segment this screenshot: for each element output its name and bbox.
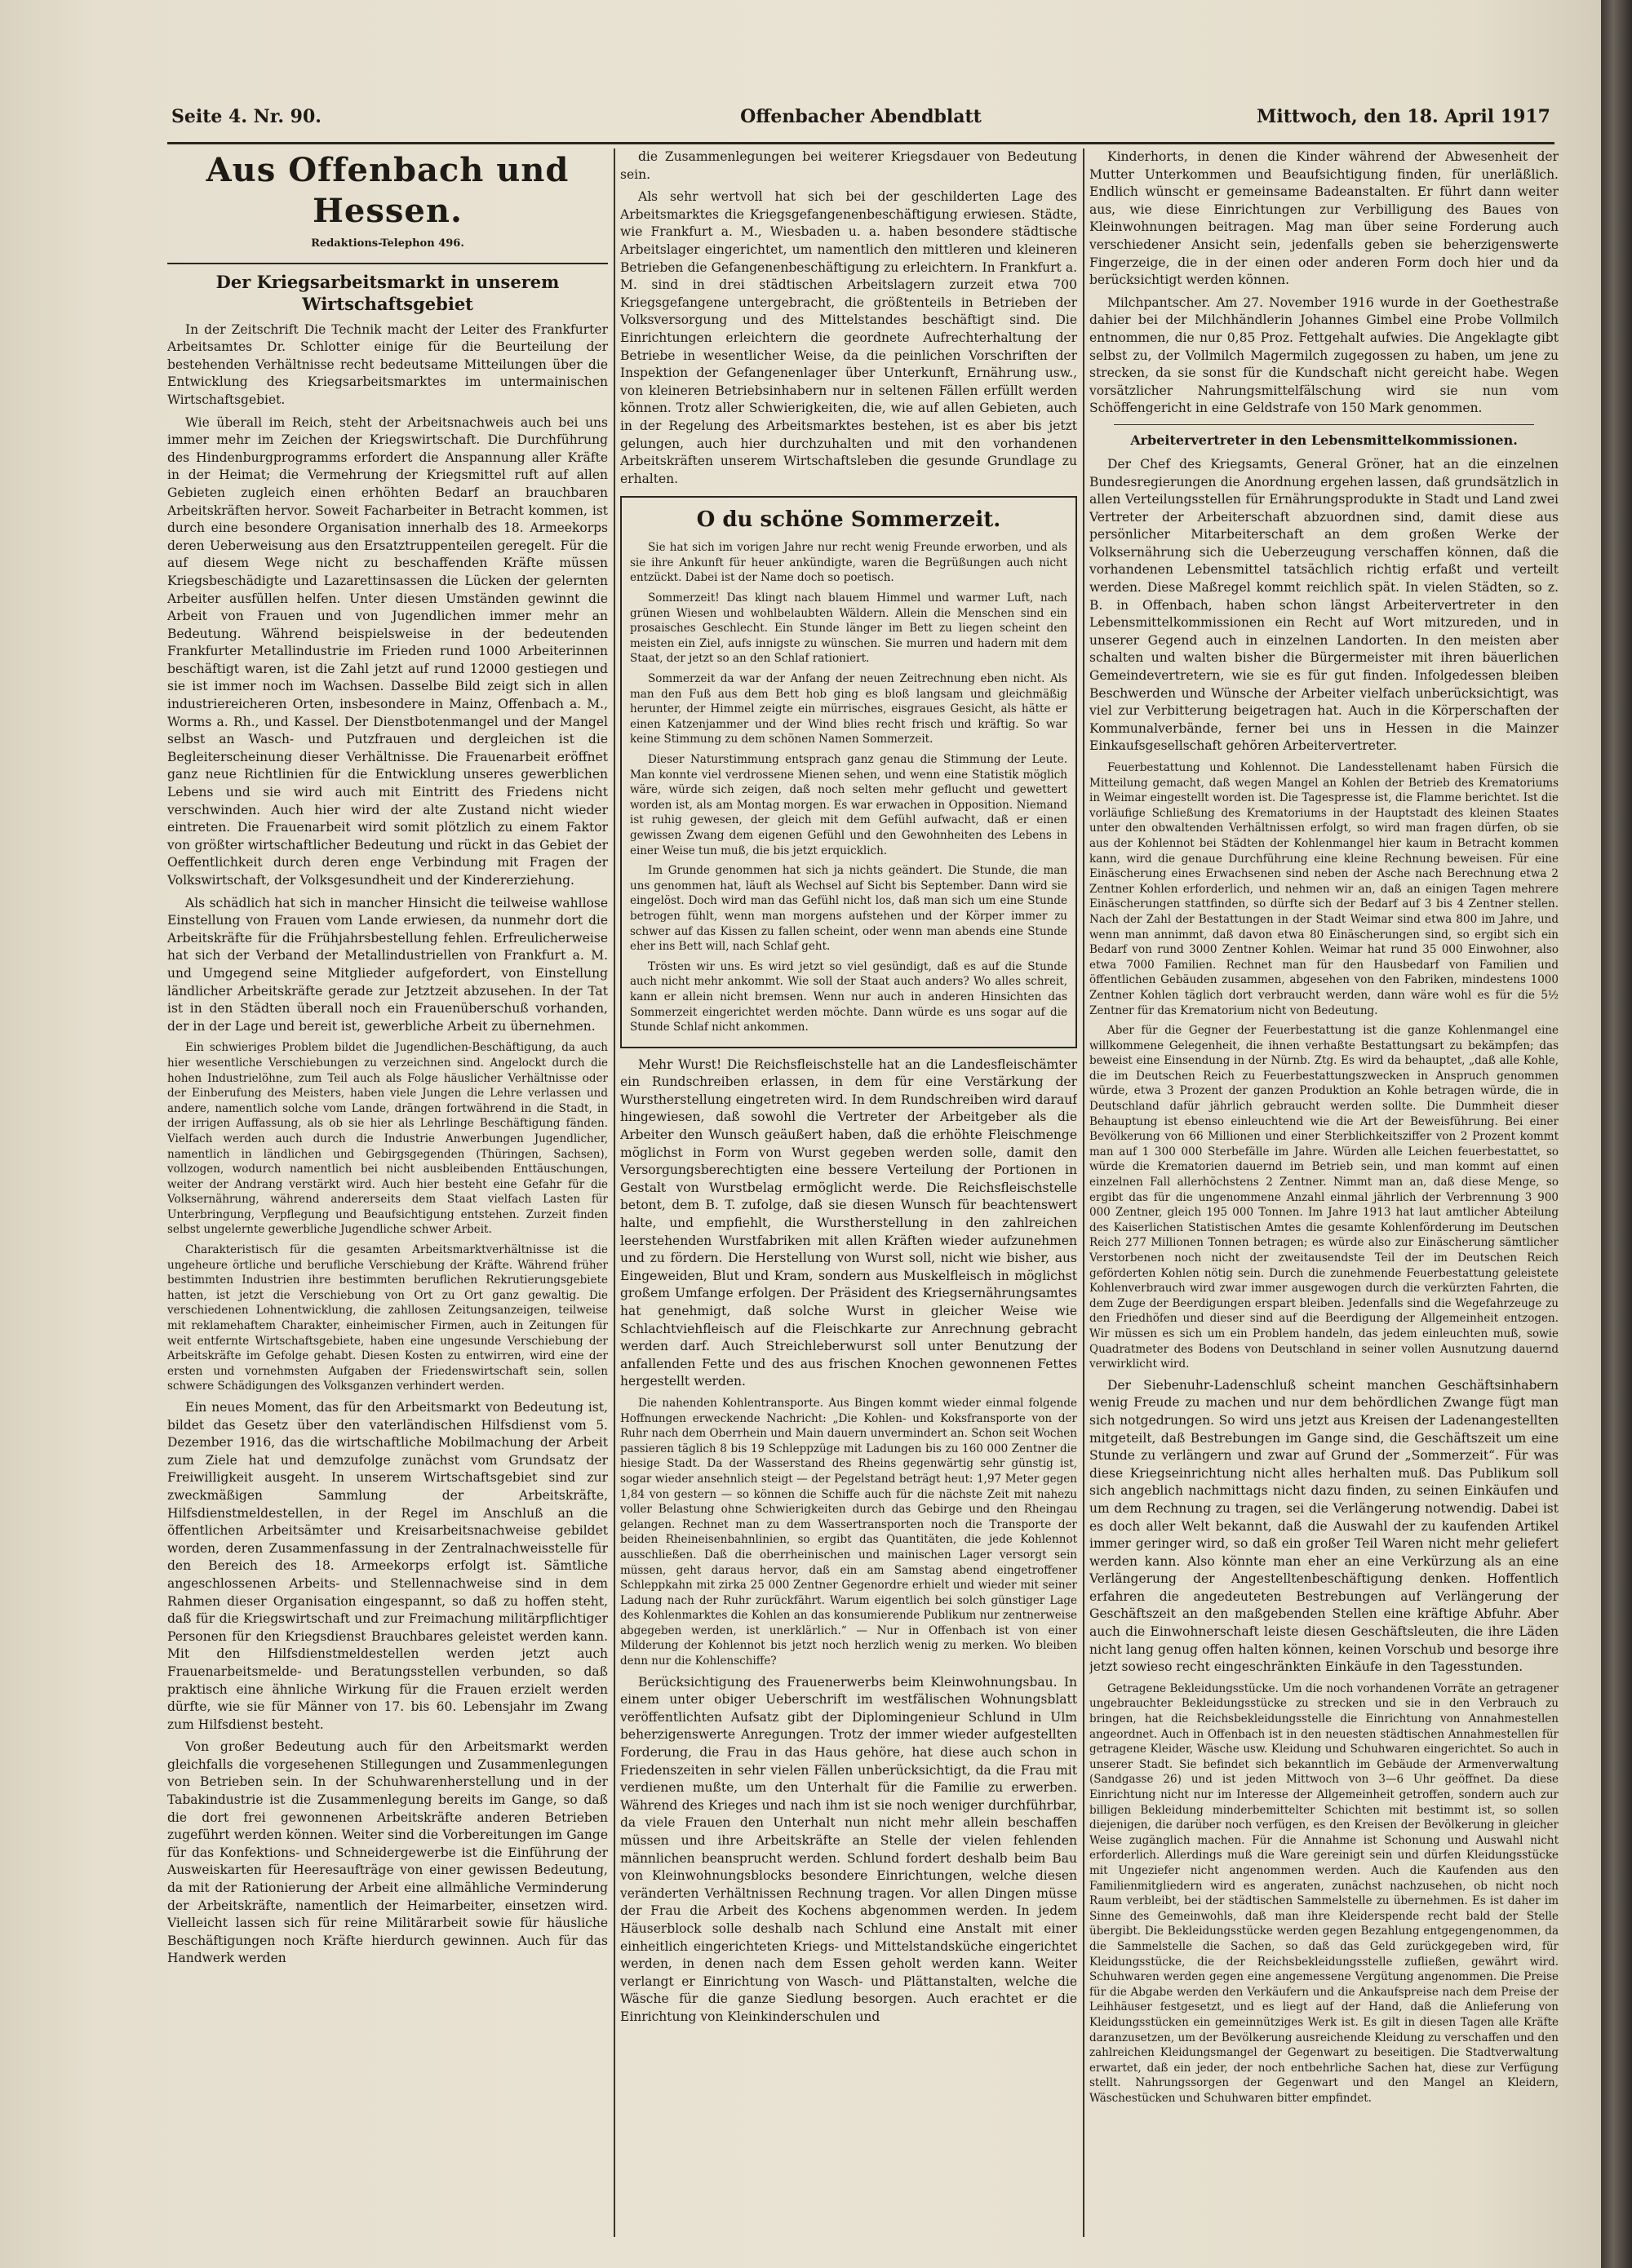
- binding-edge: [1601, 0, 1632, 2268]
- article-paragraph: Ein schwieriges Problem bildet die Jugendlichen-Beschäftigung, da auch hier wesentliche Verschiebungen zu verzeichnen sind. Angelockt durch die hohen Industrielöhne, zum Teil auch als Folge häuslicher Verhältnisse oder der Einberufung des Meisters, haben viele Jungen die Lehre verlassen und andere, namentlich solche vom Lande, drängen fortwährend in die Stadt, in der irrigen Auffassung, als ob sie hier als Lehrlinge Beschäftigung fänden. Vielfach werden auch durch die Industrie Anwerbungen Jugendlicher, namentlich in ländlichen und Gebirgsgegenden (Thüringen, Sachsen), vollzogen, wodurch namentlich bei nicht ausbleibenden Enttäuschungen, weiter der Andrang verstärkt wird. Auch hier besteht eine Gefahr für die Volksernährung, während andererseits dem Staat vielfach Lasten für Unterbringung, Verpflegung und Beaufsichtigung entstehen. Zurzeit finden selbst ungelernte gewerbliche Jugendliche schwer Arbeit.: [167, 1041, 608, 1237]
- page-header: [171, 106, 1550, 139]
- article-paragraph: Als sehr wertvoll hat sich bei der geschilderten Lage des Arbeitsmarktes die Kriegsgefangenenbeschäftigung erwiesen. Städte, wie Frankfurt a. M., Wiesbaden u. a. haben besondere städtische Arbeitslager eingerichtet, um namentlich den mittleren und kleineren Betrieben die Gefangenenbeschäftigung zu erleichtern. In Frankfurt a. M. sind in drei städtischen Arbeitslagern zurzeit etwa 700 Kriegsgefangene untergebracht, die größtenteils in Betrieben der Volksversorgung und des Mittelstandes beschäftigt sind. Die Einrichtungen erleichtern die geordnete Aufrechterhaltung der Betriebe in wesentlicher Weise, da die peinlichen Vorschriften der Inspektion der Gefangenenlager über Unterkunft, Ernährung usw., von kleineren Betriebsinhabern nur in seltenen Fällen erfüllt werden können. Trotz aller Schwierigkeiten, die, wie auf allen Gebieten, auch in der Regelung des Arbeitsmarktes bestehen, ist es aber bis jetzt gelungen, auch hier durchzuhalten und mit den vorhandenen Arbeitskräften unserem Wirtschaftsleben die gesunde Grundlage zu erhalten.: [620, 189, 1077, 486]
- article-headline: Der Kriegsarbeitsmarkt in unserem Wirtschaftsgebiet: [167, 263, 608, 315]
- article-paragraph: Mehr Wurst! Die Reichsfleischstelle hat an die Landesfleischämter ein Rundschreiben erlassen, in dem für eine Verstärkung der Wurstherstellung eingetreten wird. In dem Rundschreiben wird darauf hingewiesen, daß sowohl die Vertreter der Arbeitgeber als die Arbeiter den Wunsch geäußert haben, daß die erhöhte Fleischmenge möglichst in Form von Wurst gegeben werden solle, damit den Versorgungsberechtigten eine bessere Verteilung der Portionen in Gestalt von Wurstbelag ermöglicht werde. Die Reichsfleischstelle betont, dem B. T. zufolge, daß sie diesen Wunsch für beachtenswert halte, und empfiehlt, die Wurstherstellung in den zahlreichen leerstehenden Wurstfabriken mit allen Kräften wieder aufzunehmen und zu fördern. Die Herstellung von Wurst soll, nicht wie bisher, aus Eingeweiden, Blut und Kram, sondern aus Muskelfleisch in möglichst großem Umfange erfolgen. Der Präsident des Kriegsernährungsamtes hat genehmigt, daß solche Wurst in gleicher Weise wie Schlachtviehfleisch auf die Fleischkarte zur Anrechnung gebracht werden darf. Auch Streichleberwurst soll unter Benutzung der anfallenden Fette und des aus frischen Knochen gewonnenen Fettes hergestellt werden.: [620, 1056, 1077, 1389]
- article-paragraph: Die nahenden Kohlentransporte. Aus Bingen kommt wieder einmal folgende Hoffnungen erweckende Nachricht: „Die Kohlen- und Koksfransporte von der Ruhr nach dem Oberrhein und Main dauern unvermindert an. Schon seit Wochen passieren täglich 8 bis 19 Schleppzüge mit Ladungen bis zu 160 000 Zentner die hiesige Stadt. Da der Wasserstand des Rheins gegenwärtig sehr günstig ist, sogar wieder ansehnlich steigt — der Pegelstand beträgt heut: 1,97 Meter gegen 1,84 von gestern — so können die Schiffe auch für die nächste Zeit mit nahezu voller Belastung ohne Schwierigkeiten durch das Gebirge und den Rheingau gelangen. Rechnet man zu dem Wassertransporten noch die Transporte der beiden Rheineisenbahnlinien, so ergibt das Quantitäten, die jede Kohlennot ausschließen. Daß die oberrheinischen und mainischen Lager versorgt sein müssen, geht daraus hervor, daß ein am Samstag abend eingetroffener Schleppkahn mit zirka 25 000 Zentner Gegenordre erhielt und wieder mit seiner Ladung nach der Ruhr zurückfährt. Warum eigentlich bei solch günstiger Lage des Kohlenmarktes die Kohlen an das konsumierende Publikum nur zentnerweise abgegeben werden, ist unerklärlich.“ — Nur in Offenbach ist von einer Milderung der Kohlennot bis jetzt noch herzlich wenig zu merken. Wo bleiben denn nur die Kohlenschiffe?: [620, 1396, 1077, 1668]
- article-paragraph: Wie überall im Reich, steht der Arbeitsnachweis auch bei uns immer mehr im Zeichen der Kriegswirtschaft. Die Durchführung des Hindenburgprogramms erfordert die Anspannung aller Kräfte in der Heimat; die Vermehrung der Kriegsmittel ruft auf allen Gebieten zugleich einen erhöhten Bedarf an brauchbaren Arbeitskräften hervor. Soweit Facharbeiter in Betracht kommen, ist durch eine besondere Organisation innerhalb des 18. Armeekorps deren Ueberweisung aus den Ersatztruppenteilen geregelt. Für die auf diesem Wege nicht zu beschaffenden Kräfte müssen Kriegsbeschädigte und Lazarettinsassen die Lücken der gelernten Arbeiter ausfüllen helfen. Unter diesen Umständen gewinnt die Arbeit von Frauen und von Jugendlichen immer mehr an Bedeutung. Während beispielsweise in der bedeutenden Frankfurter Metallindustrie im Frieden rund 1000 Arbeiterinnen beschäftigt waren, ist die Zahl jetzt auf rund 12000 gestiegen und sie ist immer noch im Wachsen. Dasselbe Bild zeigt sich in allen industriereicheren Orten, insbesondere in Mainz, Offenbach a. M., Worms a. Rh., und Kassel. Der Dienstbotenmangel und der Mangel selbst an Wasch- und Putzfrauen und dergleichen ist die Begleiterscheinung dieser Verhältnisse. Die Frauenarbeit eröffnet ganz neue Richtlinien für die Entwicklung unseres gewerblichen Lebens und sie wird auch mit Eintritt des Friedens nicht verschwinden. Auch hier wird der alte Zustand nicht wieder eintreten. Die Frauenarbeit wird somit plötzlich zu einem Faktor von größter wirtschaftlicher Bedeutung und rückt in das Gebiet der Oeffentlichkeit durch deren enge Verbindung mit Fragen der Volkswirtschaft, der Volksgesundheit und der Kindererziehung.: [167, 414, 608, 888]
- box-paragraph: Sommerzeit da war der Anfang der neuen Zeitrechnung eben nicht. Als man den Fuß aus dem Bett hob ging es bloß langsam und gleichmäßig herunter, der Himmel zeigte ein mürrisches, eisgraues Gesicht, als hätte er einen Katzenjammer und der Wind blies recht frisch und kräftig. So war keine Stimmung zu dem schönen Namen Sommerzeit.: [630, 672, 1067, 746]
- box-paragraph: Sie hat sich im vorigen Jahre nur recht wenig Freunde erworben, und als sie ihre Ankunft für heuer ankündigte, waren die Begrüßungen auch nicht entzückt. Dabei ist der Name doch so poetisch.: [630, 541, 1067, 585]
- column-1: [167, 148, 608, 2237]
- box-paragraph: Dieser Naturstimmung entsprach ganz genau die Stimmung der Leute. Man konnte viel verdrossene Mienen sehen, und wenn eine Statistik möglich wäre, würde sich zeigen, daß noch selten mehr geflucht und gewettert worden ist, als am Montag morgen. Es war erwachen in Opposition. Niemand ist ruhig gewesen, der gleich mit dem Gefühl aufwacht, daß er einen gewissen Zwang dem eigenen Gefühl und den Gewohnheiten des Lebens in einer Weise tun muß, die bis jetzt erquicklich.: [630, 753, 1067, 857]
- article-paragraph: Milchpantscher. Am 27. November 1916 wurde in der Goethestraße dahier bei der Milchhändlerin Johannes Gimbel eine Probe Vollmilch entnommen, die nur 0,85 Proz. Fettgehalt aufwies. Die Angeklagte gibt selbst zu, der Vollmilch Magermilch zugegossen zu haben, um jene zu strecken, da sie sonst für die Kundschaft nicht gereicht habe. Wegen vorsätzlicher Nahrungsmittelfälschung wird sie nun vom Schöffengericht in eine Geldstrafe von 150 Mark genommen.: [1089, 295, 1559, 416]
- column-2: [620, 148, 1077, 2237]
- box-paragraph: Trösten wir uns. Es wird jetzt so viel gesündigt, daß es auf die Stunde auch nicht mehr ankommt. Wie soll der Staat auch anders? Wo alles schreit, kann er allein nicht bremsen. Wenn nur auch in anderen Hinsichten das Sommerzeit eingerichtet werden möchte. Dann würde es uns sogar auf die Stunde Schlaf nicht ankommen.: [630, 959, 1067, 1034]
- box-paragraph: Sommerzeit! Das klingt nach blauem Himmel und warmer Luft, nach grünen Wiesen und wohlbelaubten Wäldern. Allein die Menschen sind ein prosaisches Geschlecht. Ein Stunde länger im Bett zu liegen scheint den meisten ein Ziel, aufs innigste zu wünschen. Sie murren und hadern mit dem Staat, der jetzt so an den Schlaf rationiert.: [630, 591, 1067, 666]
- article-headline: Arbeitervertreter in den Lebensmittelkommissionen.: [1130, 432, 1518, 448]
- column-divider: [1083, 148, 1084, 2237]
- section-title: Aus Offenbach und Hessen.: [206, 151, 570, 230]
- newspaper-title: Offenbacher Abendblatt: [740, 106, 982, 127]
- article-paragraph: Getragene Bekleidungsstücke. Um die noch vorhandenen Vorräte an getragener ungebrauchter Bekleidungsstücke zu strecken und sie in den Verbrauch zu bringen, hat die Reichsbekleidungsstelle die Einrichtung von Annahmestellen angeordnet. Auch in Offenbach ist in den neuesten städtischen Annahmestellen für getragene Kleider, Wäsche usw. Kleidung und Schuhwaren eingerichtet. So auch in unserer Stadt. Sie befindet sich bekanntlich im Gebäude der Armenverwaltung (Sandgasse 26) und ist jeden Mittwoch von 3—6 Uhr geöffnet. Da diese Einrichtung nicht nur im Interesse der Allgemeinheit getroffen, sondern auch zur billigen Bekleidung minderbemittelter Schichten mit bestimmt ist, so sollen diejenigen, die darüber noch verfügen, es den Kreisen der Bevölkerung in gleicher Weise zugänglich machen. Für die Annahme ist Schonung und Auswahl nicht erforderlich. Allerdings muß die Ware gereinigt sein und dürfen Kleidungsstücke mit Ungeziefer nicht angenommen werden. Auch die Kaufenden aus den Familienmitgliedern wird es angeraten, zunächst nachzusehen, ob nicht noch Raum verbleibt, bei der städtischen Sammelstelle zu übernehmen. Es ist daher im Sinne des Gemeinwohls, daß man ihre Kleiderspende recht bald der Stelle übergibt. Die Bekleidungsstücke werden gegen Bezahlung entgegengenommen, da die Sammelstelle die Sachen, so daß das Geld zurückgegeben wird, für Kleidungsstücke, die der Reichsbekleidungsstelle zufließen, gewährt wird. Schuhwaren werden gegen eine angemessene Vergütung angenommen. Die Preise für die Abgabe werden den Verkäufern und die Ankaufspreise nach dem Preise der Leihhäuser festgesetzt, und es liegt auf der Hand, daß die Anlieferung von Kleidungsstücken ein gemeinnütziges Werk ist. Es gilt in diesen Tagen alle Kräfte daranzusetzen, um der Bevölkerung ausreichende Kleidung zu verschaffen und den zahlreichen Kleidungsmangel der Gegenwart zu beseitigen. Die Stadtverwaltung erwartet, daß ein jeder, der noch entbehrliche Sachen hat, diese zur Verfügung stellt. Nahrungssorgen der Gegenwart und den Mangel an Kleidern, Wäschestücken und Schuhwaren bitter empfindet.: [1089, 1681, 1559, 2105]
- header-rule: [167, 142, 1554, 144]
- editorial-phone: Redaktions-Telephon 496.: [311, 237, 464, 250]
- article-paragraph: Berücksichtigung des Frauenerwerbs beim Kleinwohnungsbau. In einem unter obiger Ueberschrift im westfälischen Wohnungsblatt veröffentlichten Aufsatz gibt der Diplomingenieur Schlund in Ulm beherzigenswerte Anregungen. Trotz der immer wieder aufgestellten Forderung, die Frau in das Haus gehöre, hat diese auch schon in Friedenszeiten in sehr vielen Fällen unberücksichtigt, da die Frau mit verdienen mußte, um den Unterhalt für die Familie zu erwerben. Während des Krieges und nach ihm ist sie noch weniger durchführbar, da viele Frauen den Unterhalt nun nicht mehr allein beschaffen müssen und ihre Arbeitskräfte an Stelle der vielen fehlenden männlichen beansprucht werden. Schlund fordert deshalb beim Bau von Kleinwohnungsblocks besondere Einrichtungen, welche diesen veränderten Verhältnissen Rechnung tragen. Vor allen Dingen müsse der Frau die Arbeit des Kochens abgenommen werden. In jedem Häuserblock solle deshalb nach Schlund eine Anstalt mit einer einheitlich eingerichteten Kriegs- und Mittelstandsküche eingerichtet werden, in denen nach dem Essen geholt werden kann. Weiter verlangt er Einrichtung von Wasch- und Plättanstalten, welche die Wäsche für die ganze Siedlung besorgen. Auch erachtet er die Einrichtung von Kleinkinderschulen und: [620, 1674, 1077, 2024]
- article-paragraph: In der Zeitschrift Die Technik macht der Leiter des Frankfurter Arbeitsamtes Dr. Schlotter einige für die Beurteilung der bestehenden Verhältnisse recht bedeutsame Mitteilungen über die Entwicklung des Kriegsarbeitsmarktes im untermainischen Wirtschaftsgebiet.: [167, 321, 608, 407]
- column-3: [1089, 148, 1559, 2237]
- column-divider: [614, 148, 615, 2237]
- article-paragraph: Charakteristisch für die gesamten Arbeitsmarktverhältnisse ist die ungeheure örtliche und berufliche Verschiebung der Kräfte. Während früher bestimmten Industrien ihre bestimmten beruflichen Rekrutierungsgebiete hatten, ist jetzt die Verschiebung von Ort zu Ort ganz gewaltig. Die verschiedenen Lohnentwicklung, die zahllosen Zeitungsanzeigen, teilweise mit reklamehaftem Charakter, einheimischer Firmen, auch in Zeitungen für weit entfernte Wirtschaftsgebiete, haben eine ungesunde Verschiebung der Arbeitskräfte im Gefolge gehabt. Diesen Kosten zu entwirren, wird eine der ersten und vornehmsten Aufgaben der Friedenswirtschaft sein, sollen schwere Schädigungen des Volksganzen verhindert werden.: [167, 1243, 608, 1393]
- separator-rule: [1114, 424, 1534, 425]
- article-paragraph: die Zusammenlegungen bei weiterer Kriegsdauer von Bedeutung sein.: [620, 149, 1077, 182]
- article-paragraph: Feuerbestattung und Kohlennot. Die Landesstellenamt haben Fürsich die Mitteilung gemacht, daß wegen Mangel an Kohlen der Betrieb des Krematoriums in Weimar eingestellt worden ist. Die Tagespresse ist, die Flamme berichtet. Ist die vorläufige Schließung des Krematoriums in der Hauptstadt des kleinen Staates unter den obwaltenden Verhältnissen erfolgt, so wird man fragen dürfen, ob sie aus der Kohlennot bei Städten der Kohlenmangel hier kaum in Betracht kommen kann, wird die genaue Durchführung eine kleine Rechnung beweisen. Für eine Einäscherung eines Erwachsenen sind neben der Asche nach Berechnung etwa 2 Zentner Kohlen erforderlich, und nehmen wir an, daß an einigen Tagen mehrere Einäscherungen stattfinden, so dürfte sich der Bedarf auf 3 bis 4 Zentner stellen. Nach der Zahl der Bestattungen in der Stadt Weimar sind etwa 800 im Jahre, und wenn man annimmt, daß davon etwa 80 Einäscherungen sind, so ergibt sich ein Bedarf von rund 3000 Zentner Kohlen. Weimar hat rund 35 000 Einwohner, also etwa 7000 Familien. Rechnet man für den Hausbedarf von Familien und öffentlichen Gebäuden zusammen, abgesehen von den Fabriken, mindestens 1000 Zentner Kohlen täglich dort verbraucht werden, dann wäre wohl es für die 5½ Zentner für das Krematorium nicht von Bedeutung.: [1089, 761, 1559, 1017]
- article-paragraph: Ein neues Moment, das für den Arbeitsmarkt von Bedeutung ist, bildet das Gesetz über den vaterländischen Hilfsdienst vom 5. Dezember 1916, das die wirtschaftliche Mobilmachung der Arbeit zum Ziele hat und demzufolge zunächst vom Grundsatz der Freiwilligkeit ausgeht. In unserem Wirtschaftsgebiet sind zur zweckmäßigen Sammlung der Arbeitskräfte, Hilfsdienstmeldestellen, in der Regel im Anschluß an die öffentlichen Arbeitsämter und Kreisarbeitsnachweise gebildet worden, deren Zusammenfassung in der Zentralnachweisstelle für den Bereich des 18. Armeekorps erfolgt ist. Sämtliche angeschlossenen Arbeits- und Stellennachweise sind in dem Rahmen dieser Organisation eingespannt, so daß zu hoffen steht, daß für die Kriegswirtschaft und zur Freimachung militärpflichtiger Personen für den Kriegsdienst Brauchbares geleistet werden kann. Mit den Hilfsdienstmeldestellen werden jetzt auch Frauenarbeitsmelde- und Beratungsstellen verbunden, so daß praktisch eine ähnliche Wirkung für die Frauen erzielt werden dürfte, wie sie für Männer von 17. bis 60. Lebensjahr im Zwang zum Hilfsdienst besteht.: [167, 1400, 608, 1732]
- issue-date: Mittwoch, den 18. April 1917: [1257, 106, 1550, 127]
- article-paragraph: Der Siebenuhr-Ladenschluß scheint manchen Geschäftsinhabern wenig Freude zu machen und nur dem behördlichen Zwange fügt man sich notgedrungen. So wird uns jetzt aus Kreisen der Ladenangestellten mitgeteilt, daß Bestrebungen im Gange sind, die Geschäftszeit um eine Stunde zu verlängern und zwar auf Grund der „Sommerzeit“. Für was diese Kriegseinrichtung nicht alles herhalten muß. Das Publikum soll sich angeblich nachmittags nicht dazu finden, zu seinen Einkäufen und um dem Rechnung zu tragen, sei die Verlängerung notwendig. Dabei ist es doch aller Welt bekannt, daß die Auswahl der zu kaufenden Artikel immer geringer wird, so daß ein großer Teil Waren nicht mehr geliefert werden kann. Also könnte man eher an eine Verkürzung als an eine Verlängerung der Angestelltenbeschäftigung denken. Hoffentlich erfahren die angedeuteten Bestrebungen auf Verlängerung der Geschäftszeit an den maßgebenden Stellen eine kräftige Abfuhr. Aber auch die Einwohnerschaft leiste diesen Geschäftsleuten, die ihre Läden nicht lang genug offen halten können, keinen Vorschub und besorge ihre jetzt sowieso recht eingeschränkten Einkäufe in den Tagesstunden.: [1089, 1377, 1559, 1675]
- article-paragraph: Kinderhorts, in denen die Kinder während der Abwesenheit der Mutter Unterkommen und Beaufsichtigung finden, für unerläßlich. Endlich wünscht er gemeinsame Badeanstalten. Er führt dann weiter aus, wie diese Einrichtungen zur Verbilligung des Baues von Kleinwohnungen beitragen. Mag man über seine Forderung auch verschiedener Ansicht sein, jedenfalls geben sie beherzigenswerte Fingerzeige, die in der einen oder anderen Form doch hier und da berücksichtigt werden können.: [1089, 149, 1559, 288]
- article-paragraph: Als schädlich hat sich in mancher Hinsicht die teilweise wahllose Einstellung von Frauen vom Lande erwiesen, da nunmehr dort die Arbeitskräfte für die Frühjahrsbestellung fehlen. Erfreulicherweise hat sich der Verband der Metallindustriellen von Frankfurt a. M. und Umgegend seine Mitglieder aufgefordert, von Einstellung ländlicher Arbeitskräfte gerade zur Jetztzeit abzusehen. In der Tat ist in den Städten überall noch ein Frauenüberschuß vorhanden, der in der Lage und bereit ist, gewerbliche Arbeit zu übernehmen.: [167, 895, 608, 1034]
- page-number: Seite 4. Nr. 90.: [171, 106, 322, 127]
- article-paragraph: Von großer Bedeutung auch für den Arbeitsmarkt werden gleichfalls die vorgesehenen Stillegungen und Zusammenlegungen von Betrieben sein. In der Schuhwarenherstellung und in der Tabakindustrie ist die Zusammenlegung bereits im Gange, so daß die dort frei gewonnenen Arbeitskräfte anderen Betrieben zugeführt werden können. Weiter sind die Vorbereitungen im Gange für das Konfektions- und Schneidergewerbe ist die Einführung der Ausweiskarten für Heeresaufträge von einer gewissen Bedeutung, da mit der Rationierung der Arbeit eine allmähliche Verminderung der Arbeitskräfte, namentlich der Heimarbeiter, einsetzen wird. Vielleicht lassen sich für reine Militärarbeit sowie für häusliche Beschäftigungen noch Kräfte hierdurch gewinnen. Auch für das Handwerk werden: [167, 1739, 608, 1966]
- article-paragraph: Aber für die Gegner der Feuerbestattung ist die ganze Kohlenmangel eine willkommene Gelegenheit, die ihnen verhaßte Bestattungsart zu bekämpfen; das beweist eine Einsendung in der Nürnb. Ztg. Es wird da behauptet, „daß alle Kohle, die im Deutschen Reich zu Feuerbestattungszwecken in Anspruch genommen würde, etwa 3 Prozent der ganzen Produktion an Kohle betragen würde, die in Deutschland dafür jährlich gebraucht werden sollte. Die Dummheit dieser Behauptung ist ebenso einleuchtend wie die Art der Beweisführung. Bei einer Bevölkerung von 66 Millionen und einer Sterblichkeitsziffer von 2 Prozent kommt man auf 1 300 000 Sterbefälle im Jahre. Würden alle Leichen feuerbestattet, so würde die Krematorien dauernd im Betrieb sein, und man kommt auf einen einzelnen Fall allerhöchstens 2 Zentner. Nimmt man an, daß diese Menge, so ergibt das für die ungenommene Anzahl einmal jährlich der Verbrennung 3 900 000 Zentner, gleich 195 000 Tonnen. Im Jahre 1913 hat laut amtlicher Abteilung des Kaiserlichen Statistischen Amtes die gesamte Kohlenförderung im Deutschen Reich 277 Millionen Tonnen betragen; es würde also zur Einäscherung sämtlicher Verstorbenen noch nicht der zweitausendste Teil der im Deutschen Reich geförderten Kohlen nötig sein. Durch die zunehmende Feuerbestattung geleistete Kohlenverbrauch wird zwar immer ausgewogen durch die verkürzten Fahrten, die dem Zuge der Beerdigungen erspart bleiben. Jedenfalls sind die Wegefahrzeuge zu den Friedhöfen und dieser sind auf die Beerdigung der Allgemeinheit entzogen. Wir müssen es sich um ein Problem handeln, das jedem einleuchten muß, sowie Quadratmeter des Bodens von Deutschland in seiner vollen Ausnutzung dauernd verwirklicht wird.: [1089, 1024, 1559, 1371]
- box-paragraph: Im Grunde genommen hat sich ja nichts geändert. Die Stunde, die man uns genommen hat, läuft als Wechsel auf Sicht bis September. Dann wird sie eingelöst. Doch wird man das Gefühl nicht los, daß man sich um eine Stunde betrogen fühlt, wenn man morgens aufstehen und der Körper immer zu schwer auf das Kissen zu fallen scheint, oder wenn man abends eine Stunde eher ins Bett will, nach Schlaf geht.: [630, 864, 1067, 954]
- box-title: O du schöne Sommerzeit.: [696, 507, 1001, 533]
- article-paragraph: Der Chef des Kriegsamts, General Gröner, hat an die einzelnen Bundesregierungen die Anordnung ergehen lassen, daß grundsätzlich in allen Verteilungsstellen für Ernährungsprodukte in Stadt und Land zwei Vertreter der Arbeiterschaft abzuordnen sind, damit diese aus persönlicher Mitarbeiterschaft an dem großen Werke der Volksernährung sich die Ueberzeugung verschaffen können, daß die vorhandenen Lebensmittel tatsächlich richtig erfaßt und verteilt werden. Diese Maßregel kommt reichlich spät. In vielen Städten, so z. B. in Offenbach, haben schon längst Arbeitervertreter in den Lebensmittelkommissionen ein Recht auf Wort mitzureden, und in unserer Gegend auch in einzelnen Landorten. In den meisten aber schalten und walten bisher die Bürgermeister mit ihren bäuerlichen Gemeindevertretern, wie sie es für gut finden. Infolgedessen bleiben Beschwerden und Wünsche der Arbeiter vielfach unberücksichtigt, was viel zur Verbitterung beigetragen hat. Auch in die Körperschaften der Kommunalverbände, ferner bei uns in Hessen in die Mainzer Einkaufsgesellschaft gehören Arbeitervertreter.: [1089, 456, 1559, 754]
- feuilleton-box: [620, 496, 1077, 1048]
